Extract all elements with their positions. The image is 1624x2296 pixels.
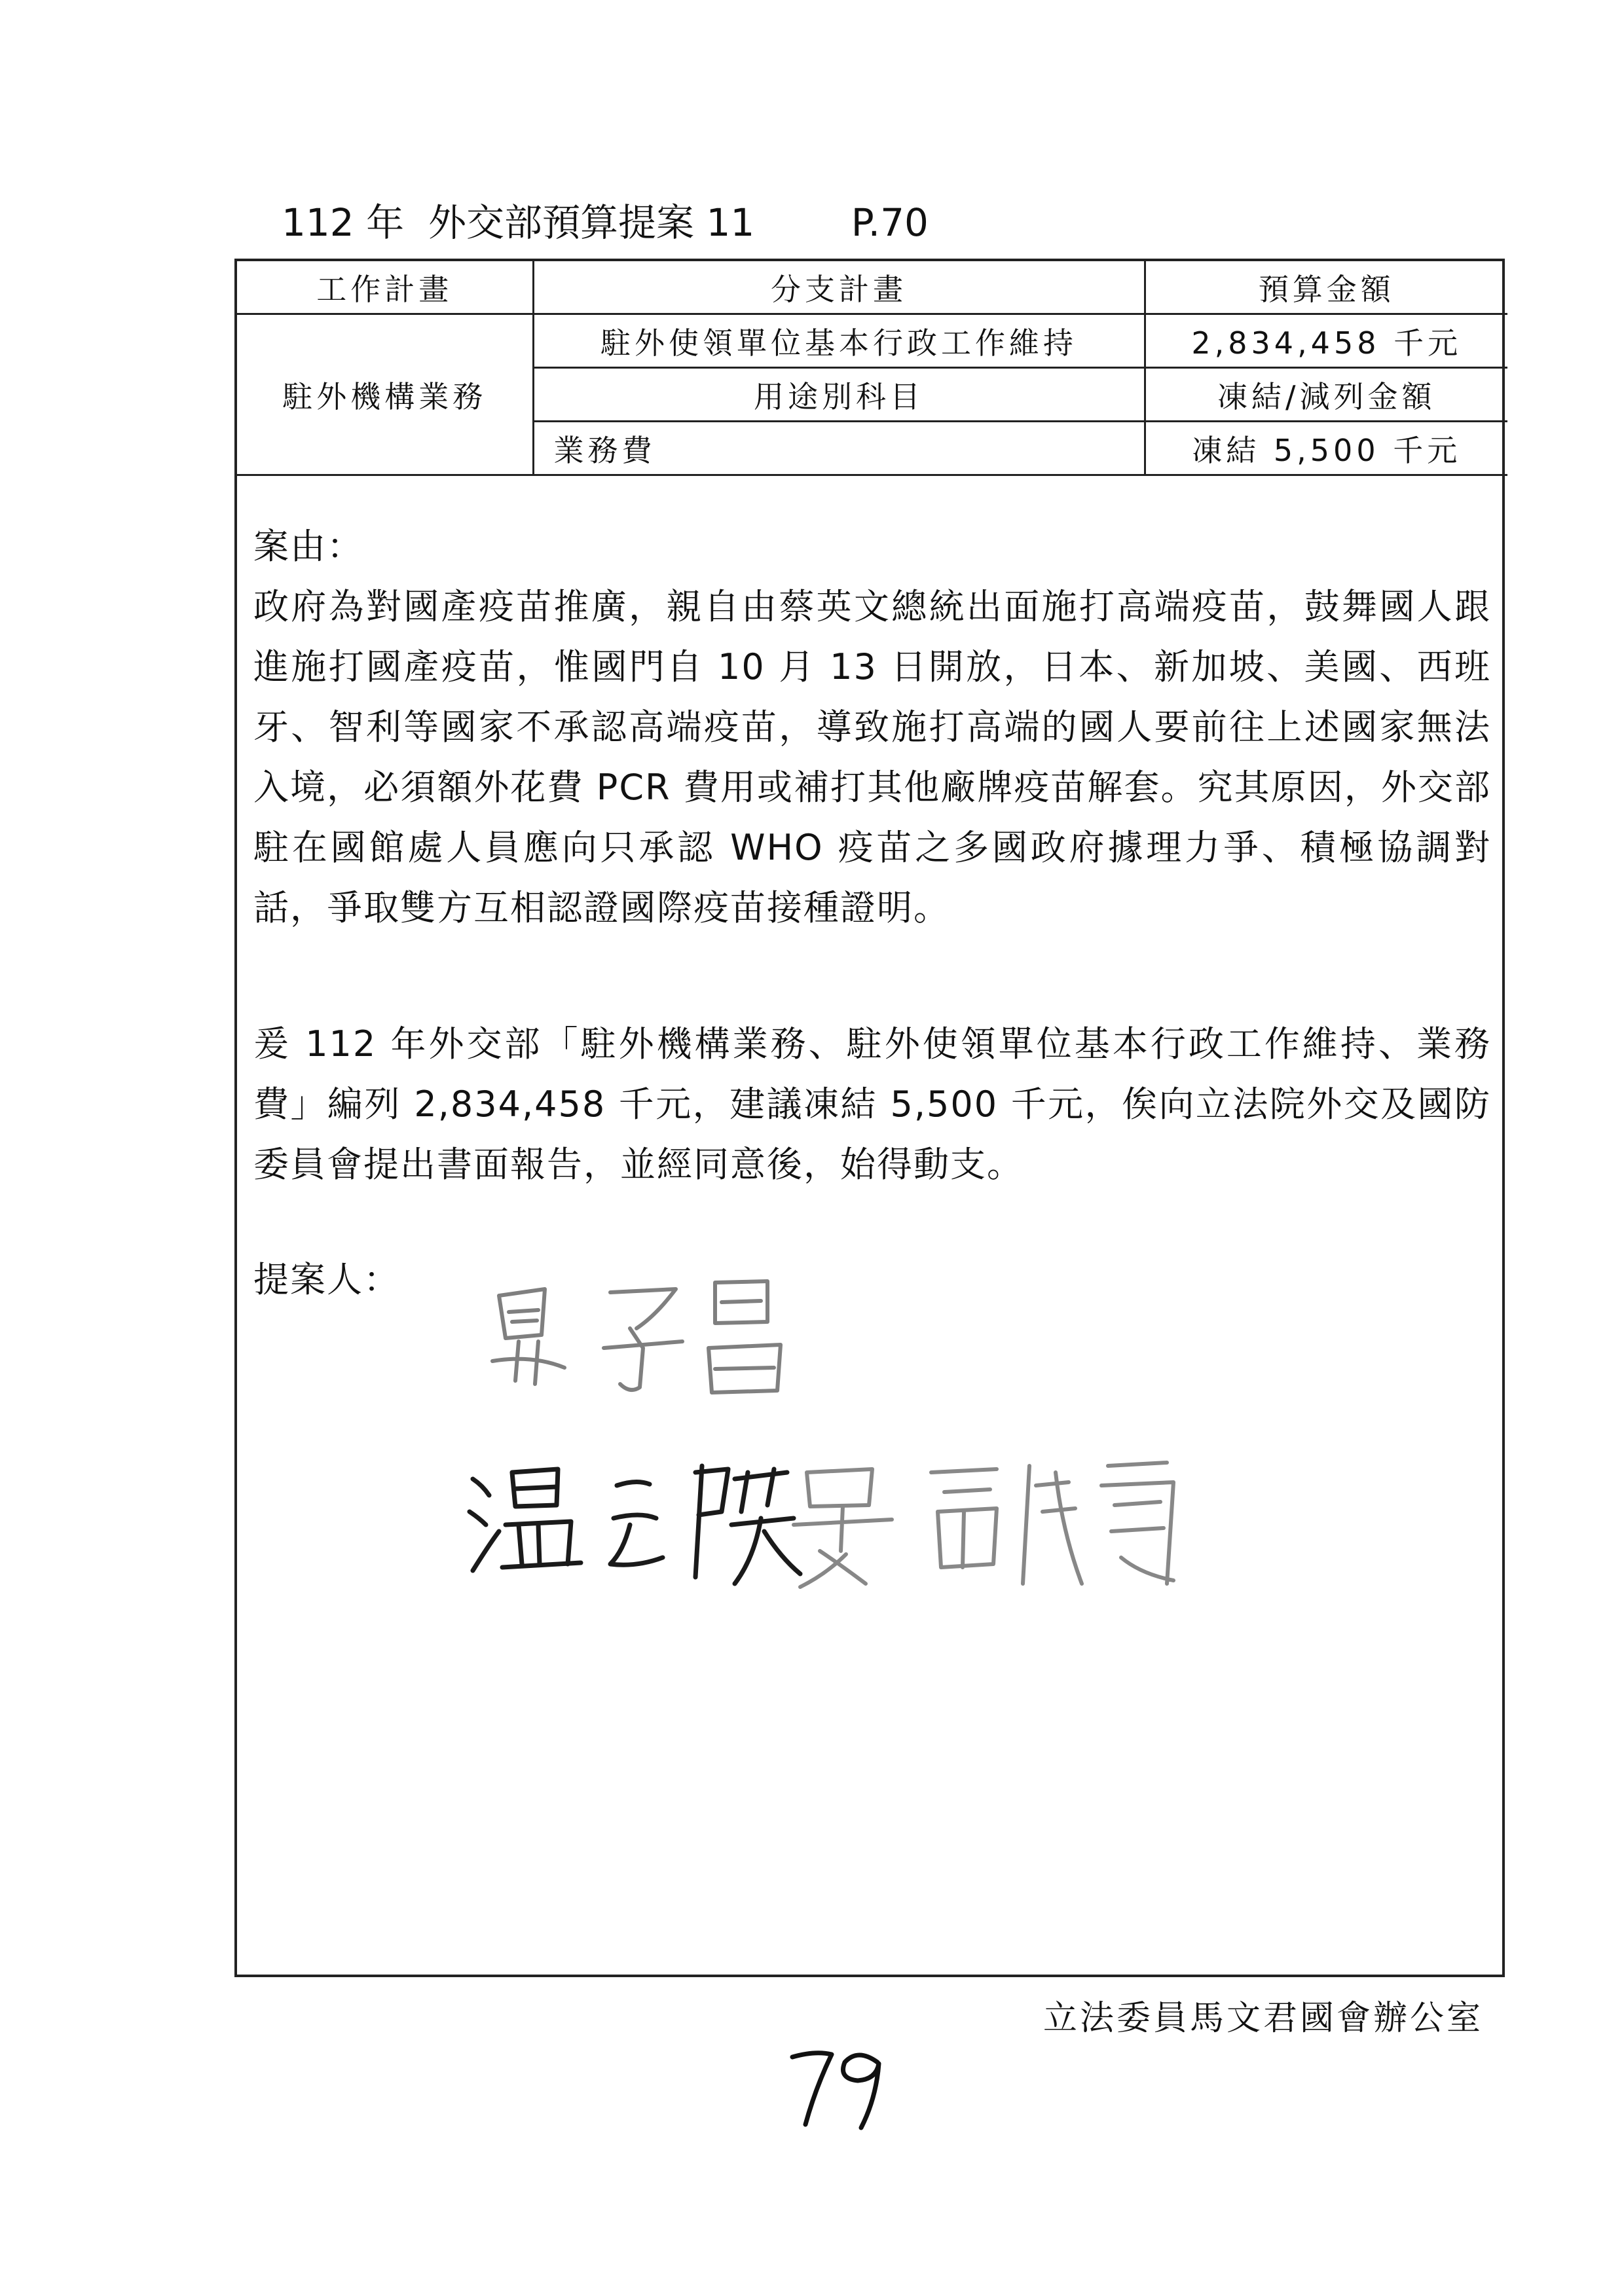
handwritten-page-number <box>779 2043 897 2134</box>
table-header-row <box>237 261 1507 314</box>
header-branch-plan: 分支計畫 <box>533 261 1145 314</box>
purpose-item-cell: 業務費 <box>533 422 1145 475</box>
reason-label: 案由： <box>253 526 363 567</box>
header-work-plan: 工作計畫 <box>237 261 533 314</box>
signature-wu-si-huai <box>781 1433 1187 1603</box>
budget-table <box>237 261 1507 476</box>
signature-ma-wen-chun <box>479 1256 820 1413</box>
branch-plan-cell: 駐外使領單位基本行政工作維持 <box>533 314 1145 368</box>
document-title: 112 年 外交部預算提案 11 P.70 <box>282 200 929 245</box>
header-budget-amount: 預算金額 <box>1145 261 1507 314</box>
resolution-paragraph: 爰 112 年外交部「駐外機構業務、駐外使領單位基本行政工作維持、業務費」編列 2,834,458 千元，建議凍結 5,500 千元，俟向立法院外交及國防委員會提出書面報告，並經同意後，始得動支。 <box>253 1023 1491 1185</box>
budget-amount-cell: 2,834,458 千元 <box>1145 314 1507 368</box>
reason-paragraph: 政府為對國產疫苗推廣，親自由蔡英文總統出面施打高端疫苗，鼓舞國人跟進施打國產疫苗，惟國門自 10 月 13 日開放，日本、新加坡、美國、西班牙、智利等國家不承認高端疫苗，導致施打高端的國人要前往上述國家無法入境，必須額外花費 PCR 費用或補打其他廠牌疫苗解套。究其原因，外交部駐在國館處人員應向只承認 WHO 疫苗之多國政府據理力爭、積極協調對話，爭取雙方互相認證國際疫苗接種證明。 <box>253 586 1491 928</box>
proposal-form <box>234 259 1505 1977</box>
freeze-amount-cell: 凍結 5,500 千元 <box>1145 422 1507 475</box>
purpose-header-cell: 用途別科目 <box>533 368 1145 422</box>
work-plan-cell: 駐外機構業務 <box>237 314 533 475</box>
office-name: 立法委員馬文君國會辦公室 <box>1043 1999 1483 2038</box>
table-row <box>237 314 1507 368</box>
proposer-label: 提案人： <box>253 1259 400 1300</box>
freeze-header-cell: 凍結/減列金額 <box>1145 368 1507 422</box>
signature-wen-yu-hsia <box>460 1433 826 1603</box>
